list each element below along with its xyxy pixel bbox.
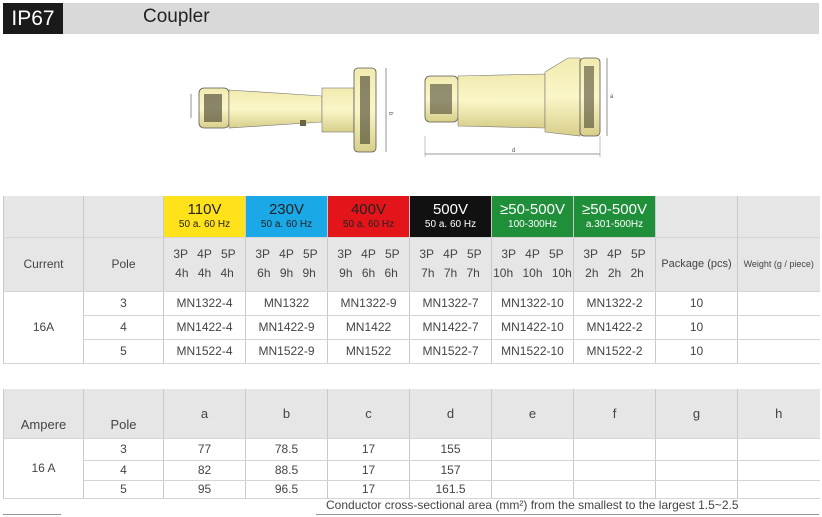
product-code-cell: MN1522-9 xyxy=(246,339,328,363)
earth-position: 2h 2h 2h xyxy=(585,266,644,280)
product-code-cell: MN1322 xyxy=(246,291,328,315)
dimension-cell: 17 xyxy=(328,460,410,480)
dimension-c-header: c xyxy=(328,389,410,438)
product-code-cell: MN1422-4 xyxy=(164,315,246,339)
dimension-cell xyxy=(574,438,656,460)
earth-position: 10h 10h 10h xyxy=(493,266,572,280)
coupler-side-view xyxy=(191,68,393,152)
dimension-cell: 155 xyxy=(410,438,492,460)
dimension-cell xyxy=(574,480,656,498)
voltage-header-cell xyxy=(492,196,574,237)
dimension-d-header: d xyxy=(410,389,492,438)
pole-config-cell xyxy=(410,237,492,291)
dimension-f-header: f xyxy=(574,389,656,438)
header-spacer xyxy=(4,196,84,237)
dimension-cell xyxy=(574,460,656,480)
dimension-cell xyxy=(656,460,738,480)
dimension-g-header: g xyxy=(656,389,738,438)
product-code-cell: MN1322-4 xyxy=(164,291,246,315)
voltage-label: 500V xyxy=(432,201,469,219)
pole-count: 3P 4P 5P xyxy=(173,247,236,261)
dimension-cell xyxy=(492,438,574,460)
package-value-cell: 10 xyxy=(656,339,738,363)
voltage-header-cell xyxy=(328,196,410,237)
dimension-cell xyxy=(656,438,738,460)
voltage-header-cell xyxy=(574,196,656,237)
package-value-cell: 10 xyxy=(656,315,738,339)
ampere-column-header: Ampere xyxy=(4,389,84,438)
product-code-cell: MN1522-2 xyxy=(574,339,656,363)
pole-value-cell: 5 xyxy=(84,339,164,363)
package-column-header: Package (pcs) xyxy=(656,237,738,291)
dimension-b-header: b xyxy=(246,389,328,438)
pole-count: 3P 4P 5P xyxy=(583,247,646,261)
coupler-front-view xyxy=(425,58,614,157)
product-code-cell: MN1522 xyxy=(328,339,410,363)
earth-position: 7h 7h 7h xyxy=(421,266,480,280)
product-code-cell: MN1422 xyxy=(328,315,410,339)
dimension-cell: 17 xyxy=(328,438,410,460)
svg-text:a: a xyxy=(610,94,614,100)
dimension-cell: 88.5 xyxy=(246,460,328,480)
frequency-label: 100-300Hz xyxy=(508,219,557,231)
ampere-value-cell: 16 A xyxy=(4,438,84,498)
voltage-label: ≥50-500V xyxy=(500,201,565,219)
conductor-footnote: Conductor cross-sectional area (mm²) from the smallest to the largest 1.5~2.5 xyxy=(326,498,739,512)
frequency-label: 50 a. 60 Hz xyxy=(424,219,477,231)
pole-config-cell xyxy=(164,237,246,291)
dimension-a-header: a xyxy=(164,389,246,438)
voltage-header-cell xyxy=(410,196,492,237)
header-spacer xyxy=(656,196,738,237)
product-code-cell: MN1422-9 xyxy=(246,315,328,339)
product-code-cell: MN1322-10 xyxy=(492,291,574,315)
pole-value-cell: 5 xyxy=(84,480,164,498)
dimension-cell xyxy=(492,460,574,480)
dimension-cell: 17 xyxy=(328,480,410,498)
dimension-e-header: e xyxy=(492,389,574,438)
pole-count: 3P 4P 5P xyxy=(255,247,318,261)
dimension-cell: 95 xyxy=(164,480,246,498)
weight-column-header: Weight (g / piece) xyxy=(738,237,820,291)
pole-value-cell: 4 xyxy=(84,460,164,480)
dimension-cell xyxy=(656,480,738,498)
dimension-cell xyxy=(492,480,574,498)
dimension-cell: 96.5 xyxy=(246,480,328,498)
frequency-label: a.301-500Hz xyxy=(585,219,644,231)
product-code-cell: MN1322-7 xyxy=(410,291,492,315)
earth-position: 9h 6h 6h xyxy=(339,266,398,280)
product-code-cell: MN1422-2 xyxy=(574,315,656,339)
current-value-cell: 16A xyxy=(4,291,84,363)
earth-position: 6h 9h 9h xyxy=(257,266,316,280)
pole-count: 3P 4P 5P xyxy=(501,247,564,261)
current-column-header: Current xyxy=(4,237,84,291)
voltage-label: 110V xyxy=(187,201,222,219)
product-code-cell: MN1422-7 xyxy=(410,315,492,339)
pole-config-cell xyxy=(574,237,656,291)
dimension-cell: 77 xyxy=(164,438,246,460)
svg-text:b: b xyxy=(387,112,393,116)
dimension-cell: 157 xyxy=(410,460,492,480)
coupler-drawing xyxy=(0,36,822,196)
product-code-table xyxy=(3,196,820,364)
pole-config-cell xyxy=(246,237,328,291)
dimension-cell: 161.5 xyxy=(410,480,492,498)
header-spacer xyxy=(84,196,164,237)
page-title: Coupler xyxy=(143,6,210,27)
pole-count: 3P 4P 5P xyxy=(419,247,482,261)
pole-column-header: Pole xyxy=(84,237,164,291)
voltage-label: 230V xyxy=(268,201,305,219)
pole-column-header: Pole xyxy=(84,389,164,438)
dimension-cell: 78.5 xyxy=(246,438,328,460)
dimension-cell xyxy=(738,480,820,498)
pole-value-cell: 4 xyxy=(84,315,164,339)
product-code-cell: MN1322-2 xyxy=(574,291,656,315)
product-code-cell: MN1322-9 xyxy=(328,291,410,315)
header-bar xyxy=(3,3,819,34)
product-code-cell: MN1522-7 xyxy=(410,339,492,363)
earth-position: 4h 4h 4h xyxy=(175,266,234,280)
svg-text:d: d xyxy=(512,148,516,154)
header-spacer xyxy=(738,196,820,237)
weight-value-cell xyxy=(738,291,820,315)
pole-config-cell xyxy=(328,237,410,291)
package-value-cell: 10 xyxy=(656,291,738,315)
frequency-label: 50 a. 60 Hz xyxy=(178,219,231,231)
dimension-cell xyxy=(738,438,820,460)
product-code-cell: MN1422-10 xyxy=(492,315,574,339)
product-code-cell: MN1522-4 xyxy=(164,339,246,363)
voltage-label: ≥50-500V xyxy=(582,201,647,219)
pole-value-cell: 3 xyxy=(84,291,164,315)
ip-rating-badge: IP67 xyxy=(3,3,63,34)
weight-value-cell xyxy=(738,315,820,339)
weight-value-cell xyxy=(738,339,820,363)
footnote-divider xyxy=(316,514,819,515)
pole-value-cell: 3 xyxy=(84,438,164,460)
pole-count: 3P 4P 5P xyxy=(337,247,400,261)
dimension-cell xyxy=(738,460,820,480)
voltage-label: 400V xyxy=(350,201,387,219)
bottom-divider xyxy=(3,514,61,515)
frequency-label: 50 a. 60 Hz xyxy=(260,219,313,231)
voltage-header-cell xyxy=(164,196,246,237)
frequency-label: 50 a. 60 Hz xyxy=(342,219,395,231)
voltage-header-cell xyxy=(246,196,328,237)
pole-config-cell xyxy=(492,237,574,291)
dimensions-table xyxy=(3,389,820,499)
dimension-cell: 82 xyxy=(164,460,246,480)
product-code-cell: MN1522-10 xyxy=(492,339,574,363)
dimension-h-header: h xyxy=(738,389,820,438)
